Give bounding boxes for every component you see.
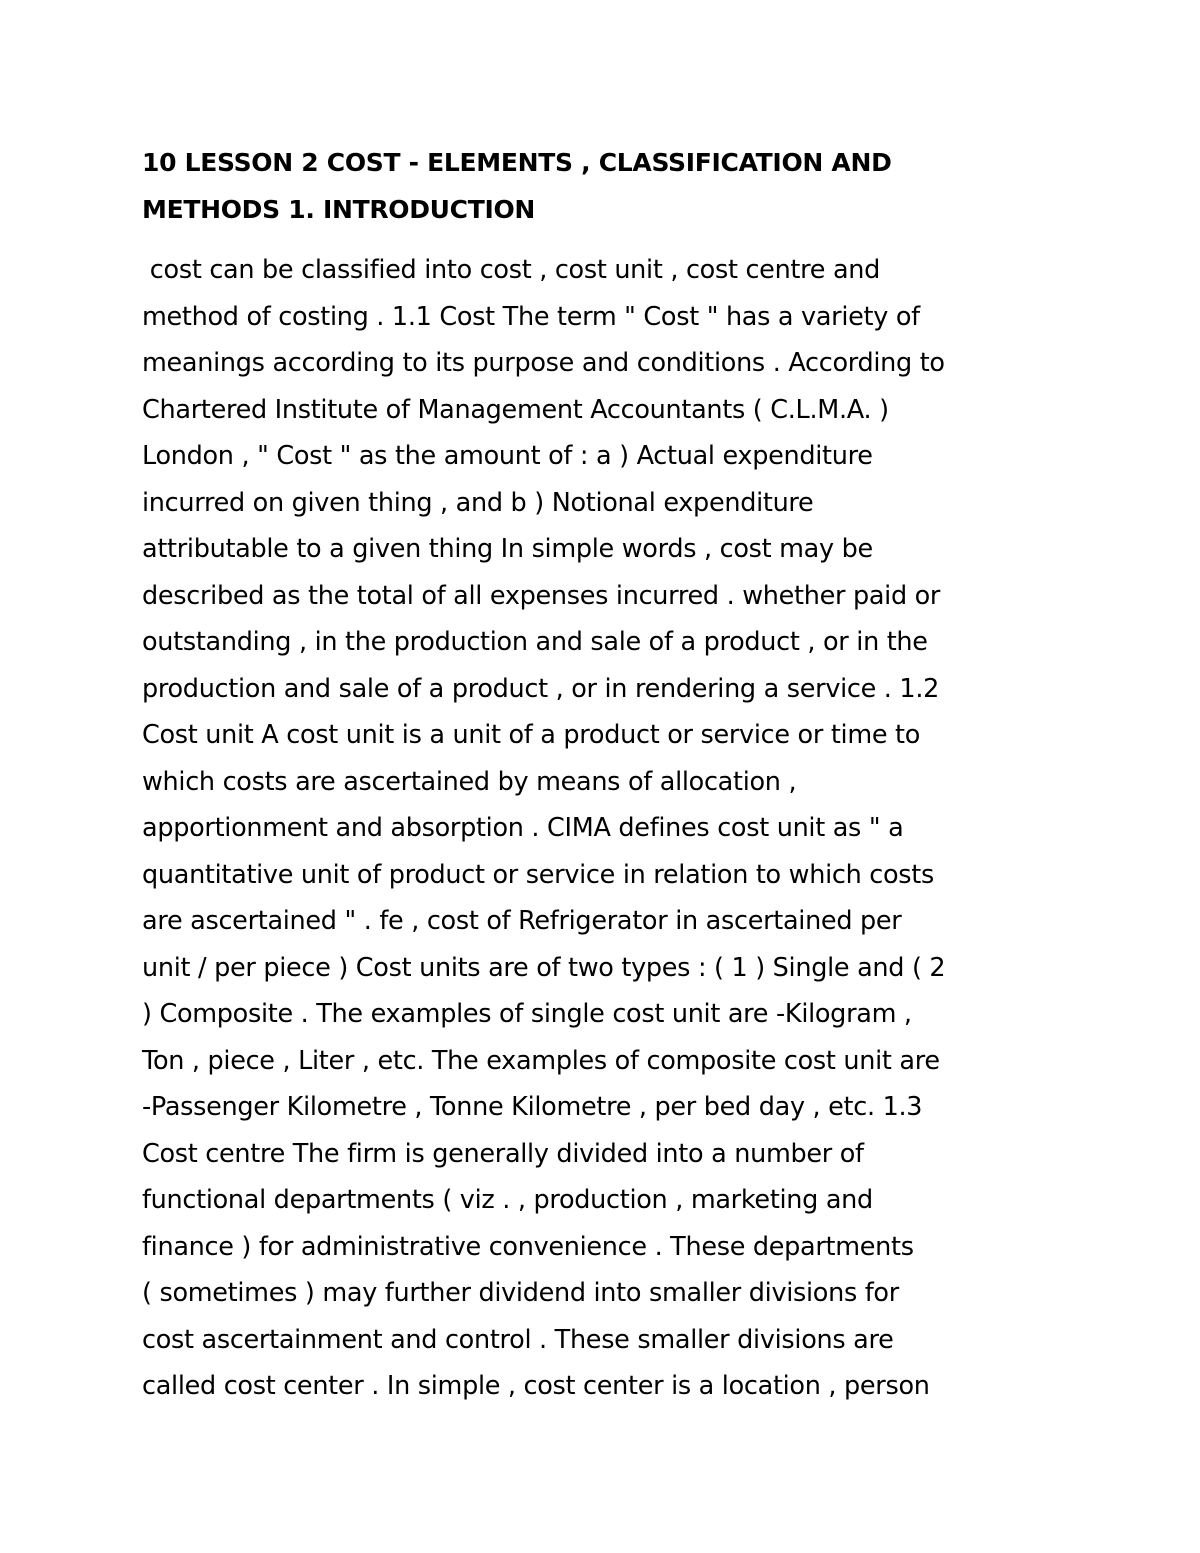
body-line: cost ascertainment and control . These smaller divisions are <box>142 1324 894 1355</box>
body-line: -Passenger Kilometre , Tonne Kilometre , per bed day , etc. 1.3 <box>142 1092 923 1122</box>
heading-line: METHODS 1. INTRODUCTION <box>142 194 536 224</box>
body-line: called cost center . In simple , cost center is a location , person <box>142 1371 930 1401</box>
document-content <box>142 140 1072 1410</box>
body-line: ) Composite . The examples of single cost unit are -Kilogram , <box>142 999 912 1029</box>
body-line: production and sale of a product , or in rendering a service . 1.2 <box>142 673 940 704</box>
body-line: described as the total of all expenses incurred . whether paid or <box>142 580 941 611</box>
body-line: outstanding , in the production and sale of a product , or in the <box>142 627 928 657</box>
document-body <box>142 247 1072 1410</box>
body-line: functional departments ( viz . , production , marketing and <box>142 1185 873 1215</box>
body-line: incurred on given thing , and b ) Notional expenditure <box>142 487 814 518</box>
body-line: attributable to a given thing In simple words , cost may be <box>142 534 873 564</box>
body-line: Cost unit A cost unit is a unit of a product or service or time to <box>142 720 921 750</box>
body-line: which costs are ascertained by means of allocation , <box>142 766 797 797</box>
body-line: cost can be classified into cost , cost unit , cost centre and <box>142 255 881 285</box>
document-heading <box>142 140 1072 233</box>
body-line: Cost centre The firm is generally divided into a number of <box>142 1138 864 1169</box>
body-line: apportionment and absorption . CIMA defines cost unit as " a <box>142 813 904 843</box>
body-line: London , " Cost " as the amount of : a ) Actual expenditure <box>142 441 873 471</box>
body-line: unit / per piece ) Cost units are of two types : ( 1 ) Single and ( 2 <box>142 952 946 983</box>
body-line: Chartered Institute of Management Accountants ( C.L.M.A. ) <box>142 394 889 425</box>
body-line: meanings according to its purpose and conditions . According to <box>142 348 945 378</box>
body-line: ( sometimes ) may further dividend into smaller divisions for <box>142 1278 899 1308</box>
body-line: quantitative unit of product or service in relation to which costs <box>142 859 934 890</box>
body-line: method of costing . 1.1 Cost The term " Cost " has a variety of <box>142 301 920 332</box>
body-line: are ascertained " . fe , cost of Refrigerator in ascertained per <box>142 906 902 936</box>
body-line: finance ) for administrative convenience . These departments <box>142 1231 914 1262</box>
body-line: Ton , piece , Liter , etc. The examples of composite cost unit are <box>142 1045 940 1076</box>
heading-line: 10 LESSON 2 COST - ELEMENTS , CLASSIFICATION AND <box>142 148 892 177</box>
